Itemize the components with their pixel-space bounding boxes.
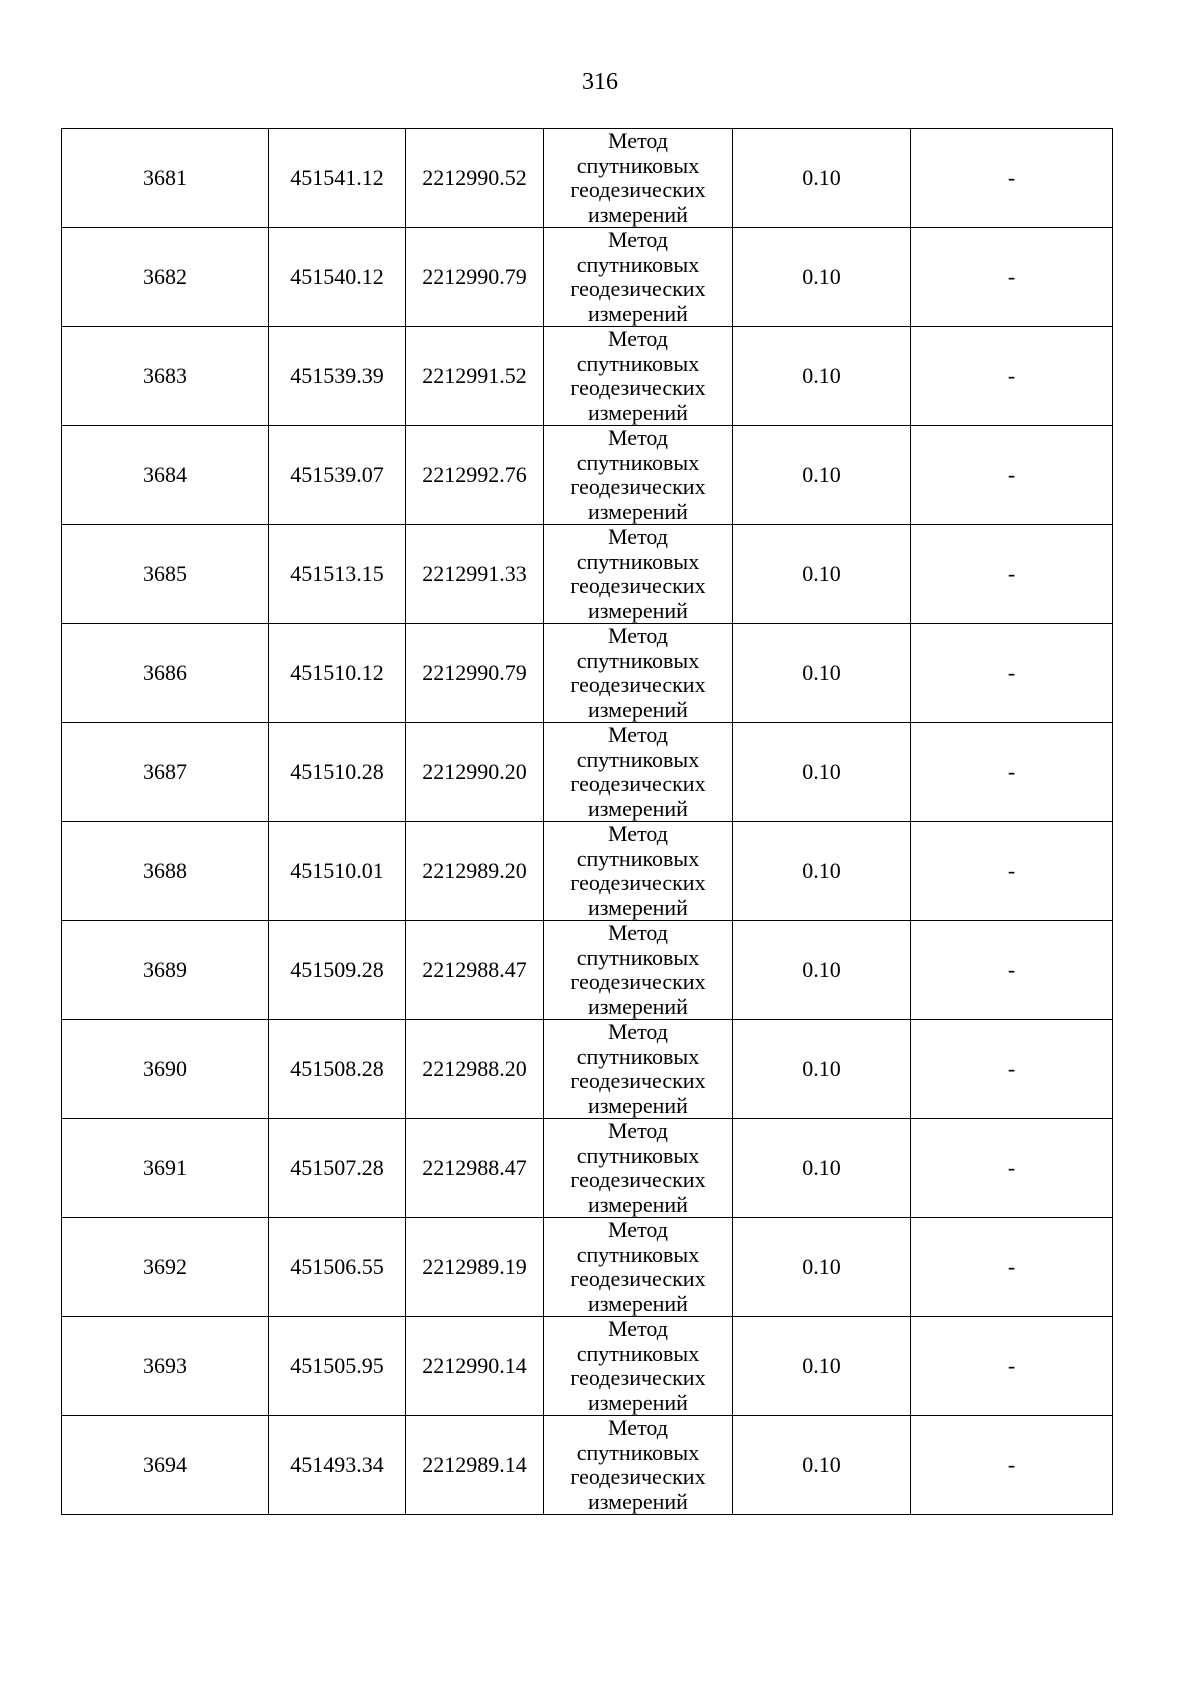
method-line: измерений <box>588 1290 688 1316</box>
accuracy-cell: 0.10 <box>733 1317 911 1416</box>
y-coordinate-cell: 2212989.19 <box>406 1218 544 1317</box>
y-coordinate-cell: 2212990.14 <box>406 1317 544 1416</box>
note-cell: - <box>911 921 1113 1020</box>
table-row <box>62 921 1113 1020</box>
method-line: спутниковых <box>576 647 700 673</box>
note-cell: - <box>911 723 1113 822</box>
table-row <box>62 327 1113 426</box>
table-row <box>62 525 1113 624</box>
method-line: Метод <box>608 722 668 747</box>
method-line: Метод <box>608 524 668 549</box>
coordinates-table <box>61 128 1113 1515</box>
method-line: геодезических <box>570 1365 706 1390</box>
method-line: измерений <box>588 597 688 623</box>
table-row <box>62 228 1113 327</box>
method-cell <box>544 1218 733 1317</box>
table-row <box>62 129 1113 228</box>
method-line: Метод <box>608 1415 668 1440</box>
table-row <box>62 426 1113 525</box>
point-number-cell: 3682 <box>62 228 269 327</box>
method-cell <box>544 228 733 327</box>
table-row <box>62 1119 1113 1218</box>
method-line: Метод <box>608 623 668 648</box>
method-cell <box>544 1020 733 1119</box>
point-number-cell: 3687 <box>62 723 269 822</box>
method-line: геодезических <box>570 276 706 301</box>
method-cell <box>544 525 733 624</box>
x-coordinate-cell: 451493.34 <box>269 1416 406 1515</box>
table-row <box>62 1020 1113 1119</box>
point-number-cell: 3690 <box>62 1020 269 1119</box>
method-cell <box>544 1317 733 1416</box>
method-line: Метод <box>608 128 668 153</box>
method-line: Метод <box>608 326 668 351</box>
method-line: Метод <box>608 1019 668 1044</box>
accuracy-cell: 0.10 <box>733 129 911 228</box>
note-cell: - <box>911 525 1113 624</box>
method-cell <box>544 921 733 1020</box>
method-line: геодезических <box>570 870 706 895</box>
method-line: Метод <box>608 425 668 450</box>
point-number-cell: 3688 <box>62 822 269 921</box>
note-cell: - <box>911 327 1113 426</box>
x-coordinate-cell: 451540.12 <box>269 228 406 327</box>
accuracy-cell: 0.10 <box>733 1416 911 1515</box>
method-line: спутниковых <box>576 944 700 970</box>
method-cell <box>544 426 733 525</box>
table-row <box>62 723 1113 822</box>
x-coordinate-cell: 451506.55 <box>269 1218 406 1317</box>
method-line: геодезических <box>570 672 706 697</box>
table-row <box>62 1416 1113 1515</box>
note-cell: - <box>911 1317 1113 1416</box>
method-line: спутниковых <box>576 251 700 277</box>
accuracy-cell: 0.10 <box>733 822 911 921</box>
note-cell: - <box>911 1020 1113 1119</box>
method-line: геодезических <box>570 771 706 796</box>
accuracy-cell: 0.10 <box>733 723 911 822</box>
point-number-cell: 3689 <box>62 921 269 1020</box>
point-number-cell: 3693 <box>62 1317 269 1416</box>
method-line: спутниковых <box>576 746 700 772</box>
y-coordinate-cell: 2212990.52 <box>406 129 544 228</box>
x-coordinate-cell: 451510.12 <box>269 624 406 723</box>
method-line: спутниковых <box>576 548 700 574</box>
method-line: измерений <box>588 696 688 722</box>
x-coordinate-cell: 451508.28 <box>269 1020 406 1119</box>
method-line: спутниковых <box>576 845 700 871</box>
method-line: спутниковых <box>576 1043 700 1069</box>
y-coordinate-cell: 2212989.14 <box>406 1416 544 1515</box>
method-line: геодезических <box>570 375 706 400</box>
method-line: геодезических <box>570 969 706 994</box>
y-coordinate-cell: 2212992.76 <box>406 426 544 525</box>
note-cell: - <box>911 822 1113 921</box>
method-line: геодезических <box>570 573 706 598</box>
note-cell: - <box>911 1218 1113 1317</box>
point-number-cell: 3694 <box>62 1416 269 1515</box>
method-cell <box>544 822 733 921</box>
method-line: измерений <box>588 993 688 1019</box>
note-cell: - <box>911 129 1113 228</box>
table-row <box>62 822 1113 921</box>
method-line: геодезических <box>570 1266 706 1291</box>
accuracy-cell: 0.10 <box>733 327 911 426</box>
point-number-cell: 3685 <box>62 525 269 624</box>
note-cell: - <box>911 228 1113 327</box>
method-line: измерений <box>588 498 688 524</box>
y-coordinate-cell: 2212990.20 <box>406 723 544 822</box>
x-coordinate-cell: 451541.12 <box>269 129 406 228</box>
x-coordinate-cell: 451507.28 <box>269 1119 406 1218</box>
method-cell <box>544 624 733 723</box>
x-coordinate-cell: 451510.28 <box>269 723 406 822</box>
table-body <box>62 129 1113 1515</box>
method-line: спутниковых <box>576 1142 700 1168</box>
point-number-cell: 3692 <box>62 1218 269 1317</box>
method-line: спутниковых <box>576 1241 700 1267</box>
x-coordinate-cell: 451509.28 <box>269 921 406 1020</box>
method-line: спутниковых <box>576 449 700 475</box>
accuracy-cell: 0.10 <box>733 426 911 525</box>
point-number-cell: 3681 <box>62 129 269 228</box>
method-line: измерений <box>588 1092 688 1118</box>
point-number-cell: 3683 <box>62 327 269 426</box>
note-cell: - <box>911 1119 1113 1218</box>
accuracy-cell: 0.10 <box>733 228 911 327</box>
method-line: Метод <box>608 920 668 945</box>
point-number-cell: 3684 <box>62 426 269 525</box>
point-number-cell: 3686 <box>62 624 269 723</box>
y-coordinate-cell: 2212990.79 <box>406 624 544 723</box>
y-coordinate-cell: 2212991.52 <box>406 327 544 426</box>
method-line: Метод <box>608 1118 668 1143</box>
method-line: измерений <box>588 894 688 920</box>
note-cell: - <box>911 1416 1113 1515</box>
method-line: измерений <box>588 300 688 326</box>
method-line: Метод <box>608 1316 668 1341</box>
page-number: 316 <box>582 69 618 95</box>
accuracy-cell: 0.10 <box>733 1218 911 1317</box>
y-coordinate-cell: 2212988.47 <box>406 921 544 1020</box>
method-line: геодезических <box>570 1464 706 1489</box>
method-line: измерений <box>588 1488 688 1514</box>
method-line: спутниковых <box>576 1340 700 1366</box>
accuracy-cell: 0.10 <box>733 1119 911 1218</box>
x-coordinate-cell: 451505.95 <box>269 1317 406 1416</box>
method-line: Метод <box>608 821 668 846</box>
y-coordinate-cell: 2212989.20 <box>406 822 544 921</box>
method-line: измерений <box>588 399 688 425</box>
method-line: измерений <box>588 795 688 821</box>
method-line: спутниковых <box>576 350 700 376</box>
method-line: геодезических <box>570 474 706 499</box>
point-number-cell: 3691 <box>62 1119 269 1218</box>
x-coordinate-cell: 451513.15 <box>269 525 406 624</box>
method-line: геодезических <box>570 1068 706 1093</box>
accuracy-cell: 0.10 <box>733 1020 911 1119</box>
x-coordinate-cell: 451539.07 <box>269 426 406 525</box>
method-cell <box>544 129 733 228</box>
x-coordinate-cell: 451510.01 <box>269 822 406 921</box>
method-line: измерений <box>588 201 688 227</box>
table-row <box>62 1218 1113 1317</box>
method-line: спутниковых <box>576 152 700 178</box>
method-line: геодезических <box>570 177 706 202</box>
x-coordinate-cell: 451539.39 <box>269 327 406 426</box>
method-line: измерений <box>588 1389 688 1415</box>
y-coordinate-cell: 2212990.79 <box>406 228 544 327</box>
method-line: Метод <box>608 227 668 252</box>
note-cell: - <box>911 426 1113 525</box>
accuracy-cell: 0.10 <box>733 921 911 1020</box>
table-row <box>62 1317 1113 1416</box>
method-line: измерений <box>588 1191 688 1217</box>
method-cell <box>544 723 733 822</box>
method-line: Метод <box>608 1217 668 1242</box>
table-row <box>62 624 1113 723</box>
method-line: геодезических <box>570 1167 706 1192</box>
y-coordinate-cell: 2212991.33 <box>406 525 544 624</box>
note-cell: - <box>911 624 1113 723</box>
method-cell <box>544 1416 733 1515</box>
y-coordinate-cell: 2212988.47 <box>406 1119 544 1218</box>
accuracy-cell: 0.10 <box>733 525 911 624</box>
method-cell <box>544 1119 733 1218</box>
accuracy-cell: 0.10 <box>733 624 911 723</box>
y-coordinate-cell: 2212988.20 <box>406 1020 544 1119</box>
method-cell <box>544 327 733 426</box>
method-line: спутниковых <box>576 1439 700 1465</box>
